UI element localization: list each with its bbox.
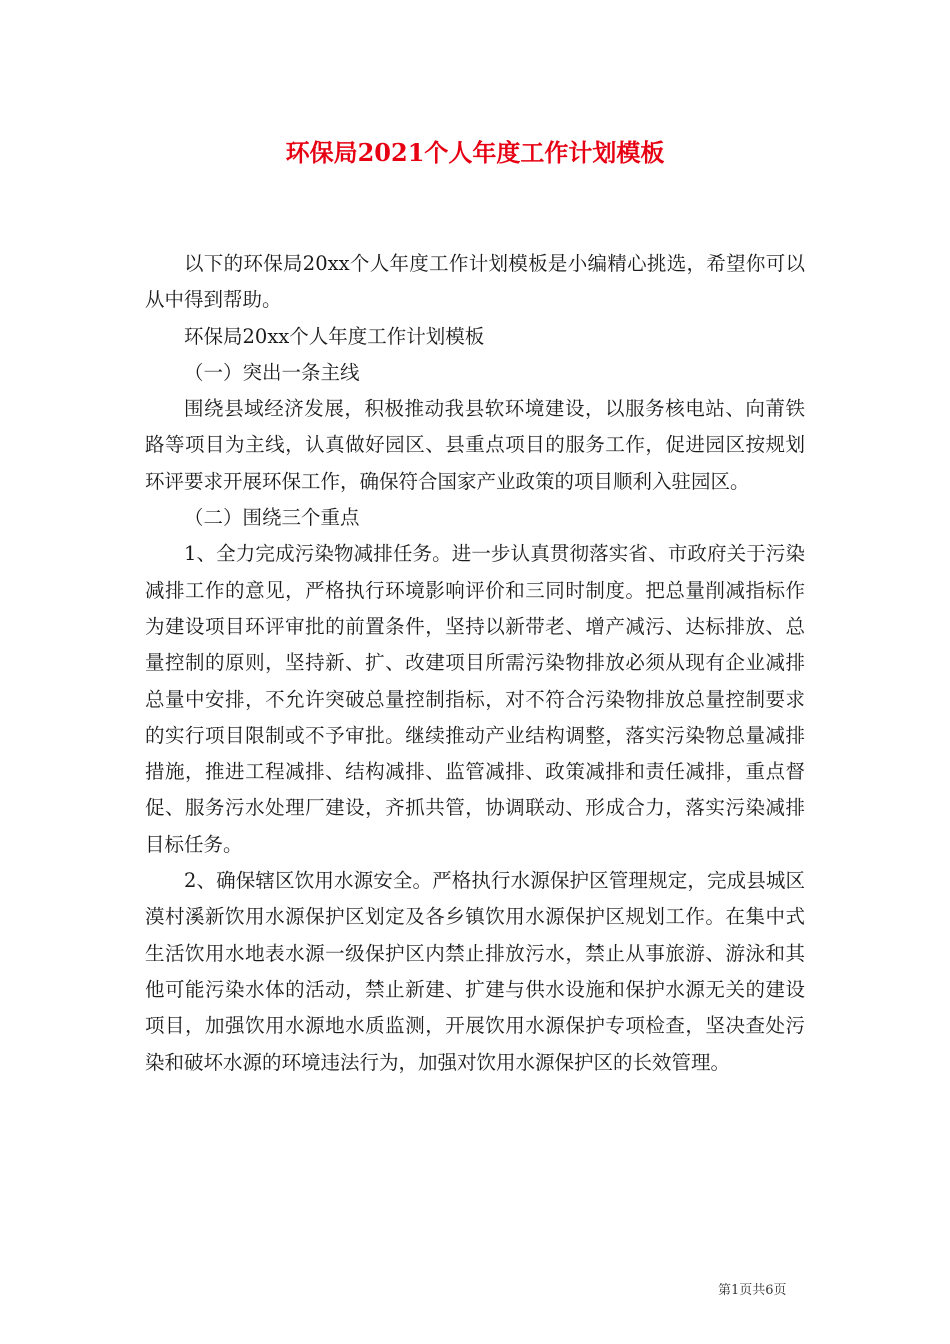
document-body xyxy=(145,246,805,1081)
paragraph-emission-reduction: 1、全力完成污染物减排任务。进一步认真贯彻落实省、市政府关于污染减排工作的意见，严格执行环境影响评价和三同时制度。把总量削减指标作为建设项目环评审批的前置条件，坚持以新带老、增产减污、达标排放、总量控制的原则，坚持新、扩、改建项目所需污染物排放必须从现有企业减排总量中安排，不允许突破总量控制指标，对不符合污染物排放总量控制要求的实行项目限制或不予审批。继续推动产业结构调整，落实污染物总量减排措施，推进工程减排、结构减排、监管减排、政策减排和责任减排，重点督促、服务污水处理厂建设，齐抓共管，协调联动、形成合力，落实污染减排目标任务。 xyxy=(145,542,805,856)
paragraph-subtitle: 环保局20xx个人年度工作计划模板 xyxy=(184,324,485,348)
paragraph-intro: 以下的环保局20xx个人年度工作计划模板是小编精心挑选，希望你可以从中得到帮助。 xyxy=(145,252,805,312)
page-number: 第1页共6页 xyxy=(718,1283,787,1298)
section-heading-2: （二）围绕三个重点 xyxy=(184,506,360,530)
document-title: 环保局2021个人年度工作计划模板 xyxy=(285,138,665,167)
paragraph-main-line: 围绕县域经济发展，积极推动我县软环境建设，以服务核电站、向莆铁路等项目为主线，认真做好园区、县重点项目的服务工作，促进园区按规划环评要求开展环保工作，确保符合国家产业政策的项目顺利入驻园区。 xyxy=(145,397,805,493)
section-heading-1: （一）突出一条主线 xyxy=(184,360,360,384)
paragraph-water-source: 2、确保辖区饮用水源安全。严格执行水源保护区管理规定，完成县城区漠村溪新饮用水源保护区划定及各乡镇饮用水源保护区规划工作。在集中式生活饮用水地表水源一级保护区内禁止排放污水，禁止从事旅游、游泳和其他可能污染水体的活动，禁止新建、扩建与供水设施和保护水源无关的建设项目，加强饮用水源地水质监测，开展饮用水源保护专项检查，坚决查处污染和破坏水源的环境违法行为，加强对饮用水源保护区的长效管理。 xyxy=(145,869,805,1074)
